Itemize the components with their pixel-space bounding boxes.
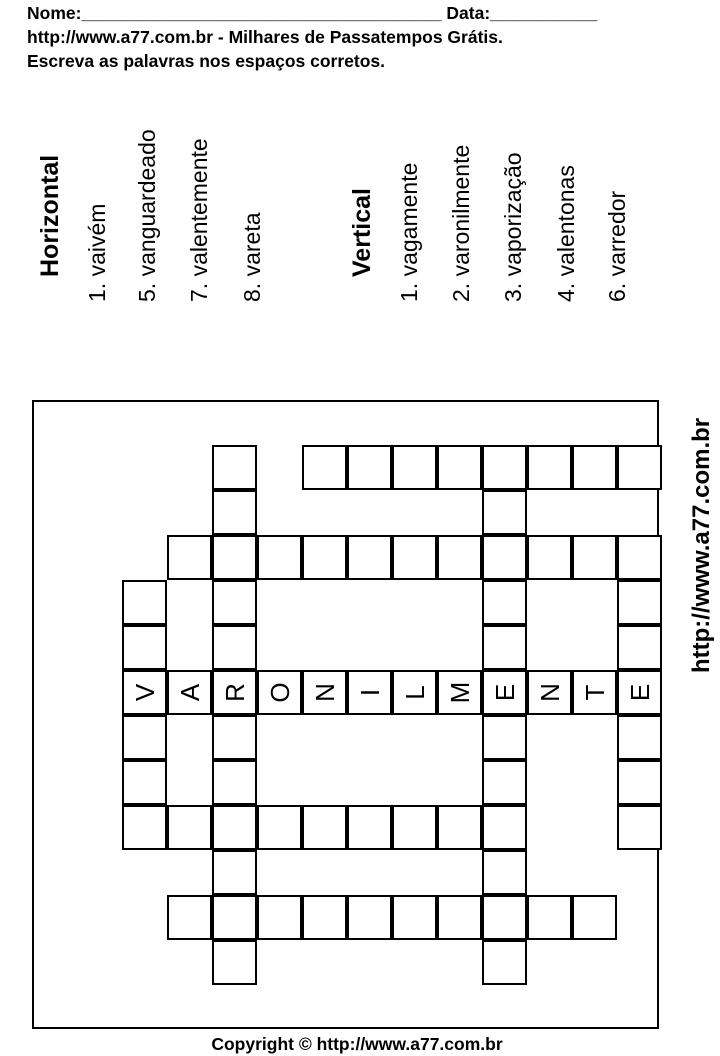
crossword-cell[interactable] <box>482 580 527 625</box>
crossword-cell[interactable] <box>212 940 257 985</box>
crossword-cell[interactable] <box>572 445 617 490</box>
horizontal-clue-item: 7. valentemente <box>186 138 212 302</box>
cell-letter: N <box>309 683 340 702</box>
crossword-cell[interactable] <box>392 535 437 580</box>
crossword-cell[interactable] <box>617 625 662 670</box>
crossword-cell[interactable] <box>617 535 662 580</box>
cell-letter: E <box>489 683 520 702</box>
crossword-cell[interactable] <box>122 580 167 625</box>
crossword-cell[interactable] <box>482 670 527 715</box>
crossword-cell[interactable] <box>212 760 257 805</box>
horizontal-clue-item: 1. vaivém <box>84 203 110 302</box>
crossword-cell[interactable] <box>212 805 257 850</box>
cell-letter: I <box>354 688 385 697</box>
crossword-cell[interactable] <box>212 535 257 580</box>
crossword-cell[interactable] <box>122 715 167 760</box>
crossword-cell[interactable] <box>437 895 482 940</box>
crossword-cell[interactable] <box>212 490 257 535</box>
vertical-title: Vertical <box>348 188 376 277</box>
crossword-cell[interactable] <box>482 715 527 760</box>
crossword-cell[interactable] <box>392 895 437 940</box>
crossword-cell[interactable] <box>437 670 482 715</box>
cell-letter: O <box>264 682 295 703</box>
crossword-cell[interactable] <box>437 445 482 490</box>
crossword-cell[interactable] <box>212 895 257 940</box>
crossword-cell[interactable] <box>482 760 527 805</box>
horizontal-clue-item: 5. vanguardeado <box>134 129 160 302</box>
crossword-cell[interactable] <box>347 670 392 715</box>
crossword-cell[interactable] <box>617 715 662 760</box>
crossword-cell[interactable] <box>482 895 527 940</box>
vertical-clue-item: 1. vagamente <box>396 162 422 302</box>
footer-copyright: Copyright © http://www.a77.com.br <box>211 1034 503 1054</box>
crossword-cell[interactable] <box>482 490 527 535</box>
cell-letter: L <box>399 685 430 700</box>
vertical-clue-item: 4. valentonas <box>553 165 579 302</box>
crossword-cell[interactable] <box>257 895 302 940</box>
instruction-text: Escreva as palavras nos espaços corretos. <box>27 51 385 71</box>
crossword-cell[interactable] <box>167 895 212 940</box>
cell-letter: M <box>444 681 475 704</box>
horizontal-clue-item: 8. vareta <box>239 212 265 302</box>
crossword-cell[interactable] <box>302 670 347 715</box>
crossword-cell[interactable] <box>212 580 257 625</box>
crossword-cell[interactable] <box>212 850 257 895</box>
crossword-cell[interactable] <box>527 535 572 580</box>
crossword-cell[interactable] <box>302 805 347 850</box>
vertical-clue-item: 2. varonilmente <box>448 144 474 302</box>
name-date-line: Nome:_____________________________________ Data:___________ <box>27 3 598 23</box>
horizontal-title: Horizontal <box>36 154 64 277</box>
crossword-cell[interactable] <box>482 805 527 850</box>
crossword-cell[interactable] <box>212 445 257 490</box>
vertical-clue-item: 6. varredor <box>604 190 630 302</box>
side-url: http://www.a77.com.br <box>688 417 715 673</box>
vertical-clue-item: 3. vaporização <box>500 152 526 302</box>
crossword-cell[interactable] <box>347 535 392 580</box>
crossword-cell[interactable] <box>122 805 167 850</box>
crossword-cell[interactable] <box>437 535 482 580</box>
crossword-cell[interactable] <box>302 535 347 580</box>
cell-letter: V <box>129 683 160 702</box>
crossword-cell[interactable] <box>257 535 302 580</box>
crossword-cell[interactable] <box>122 625 167 670</box>
crossword-cell[interactable] <box>212 625 257 670</box>
crossword-cell[interactable] <box>617 580 662 625</box>
crossword-cell[interactable] <box>302 445 347 490</box>
crossword-cell[interactable] <box>527 445 572 490</box>
crossword-cell[interactable] <box>257 805 302 850</box>
crossword-cell[interactable] <box>482 850 527 895</box>
cell-letter: N <box>534 683 565 702</box>
cell-letter: T <box>579 684 610 701</box>
crossword-cell[interactable] <box>617 760 662 805</box>
cell-letter: R <box>219 683 250 702</box>
crossword-cell[interactable] <box>572 535 617 580</box>
crossword-cell[interactable] <box>617 805 662 850</box>
crossword-cell[interactable] <box>392 805 437 850</box>
crossword-cell[interactable] <box>527 670 572 715</box>
crossword-cell[interactable] <box>347 805 392 850</box>
crossword-cell[interactable] <box>572 895 617 940</box>
crossword-cell[interactable] <box>482 535 527 580</box>
crossword-cell[interactable] <box>122 670 167 715</box>
crossword-cell[interactable] <box>392 670 437 715</box>
crossword-cell[interactable] <box>302 895 347 940</box>
crossword-cell[interactable] <box>617 445 662 490</box>
crossword-cell[interactable] <box>437 805 482 850</box>
crossword-cell[interactable] <box>212 670 257 715</box>
crossword-cell[interactable] <box>257 670 302 715</box>
crossword-cell[interactable] <box>392 445 437 490</box>
crossword-cell[interactable] <box>167 535 212 580</box>
crossword-cell[interactable] <box>212 715 257 760</box>
crossword-cell[interactable] <box>482 940 527 985</box>
crossword-cell[interactable] <box>527 895 572 940</box>
crossword-cell[interactable] <box>482 625 527 670</box>
crossword-cell[interactable] <box>572 670 617 715</box>
cell-letter: E <box>624 683 655 702</box>
crossword-cell[interactable] <box>482 445 527 490</box>
crossword-cell[interactable] <box>347 445 392 490</box>
cell-letter: A <box>174 683 205 702</box>
crossword-cell[interactable] <box>167 805 212 850</box>
site-line: http://www.a77.com.br - Milhares de Passatempos Grátis. <box>27 27 503 47</box>
crossword-cell[interactable] <box>167 670 212 715</box>
crossword-cell[interactable] <box>122 760 167 805</box>
crossword-cell[interactable] <box>347 895 392 940</box>
crossword-cell[interactable] <box>617 670 662 715</box>
